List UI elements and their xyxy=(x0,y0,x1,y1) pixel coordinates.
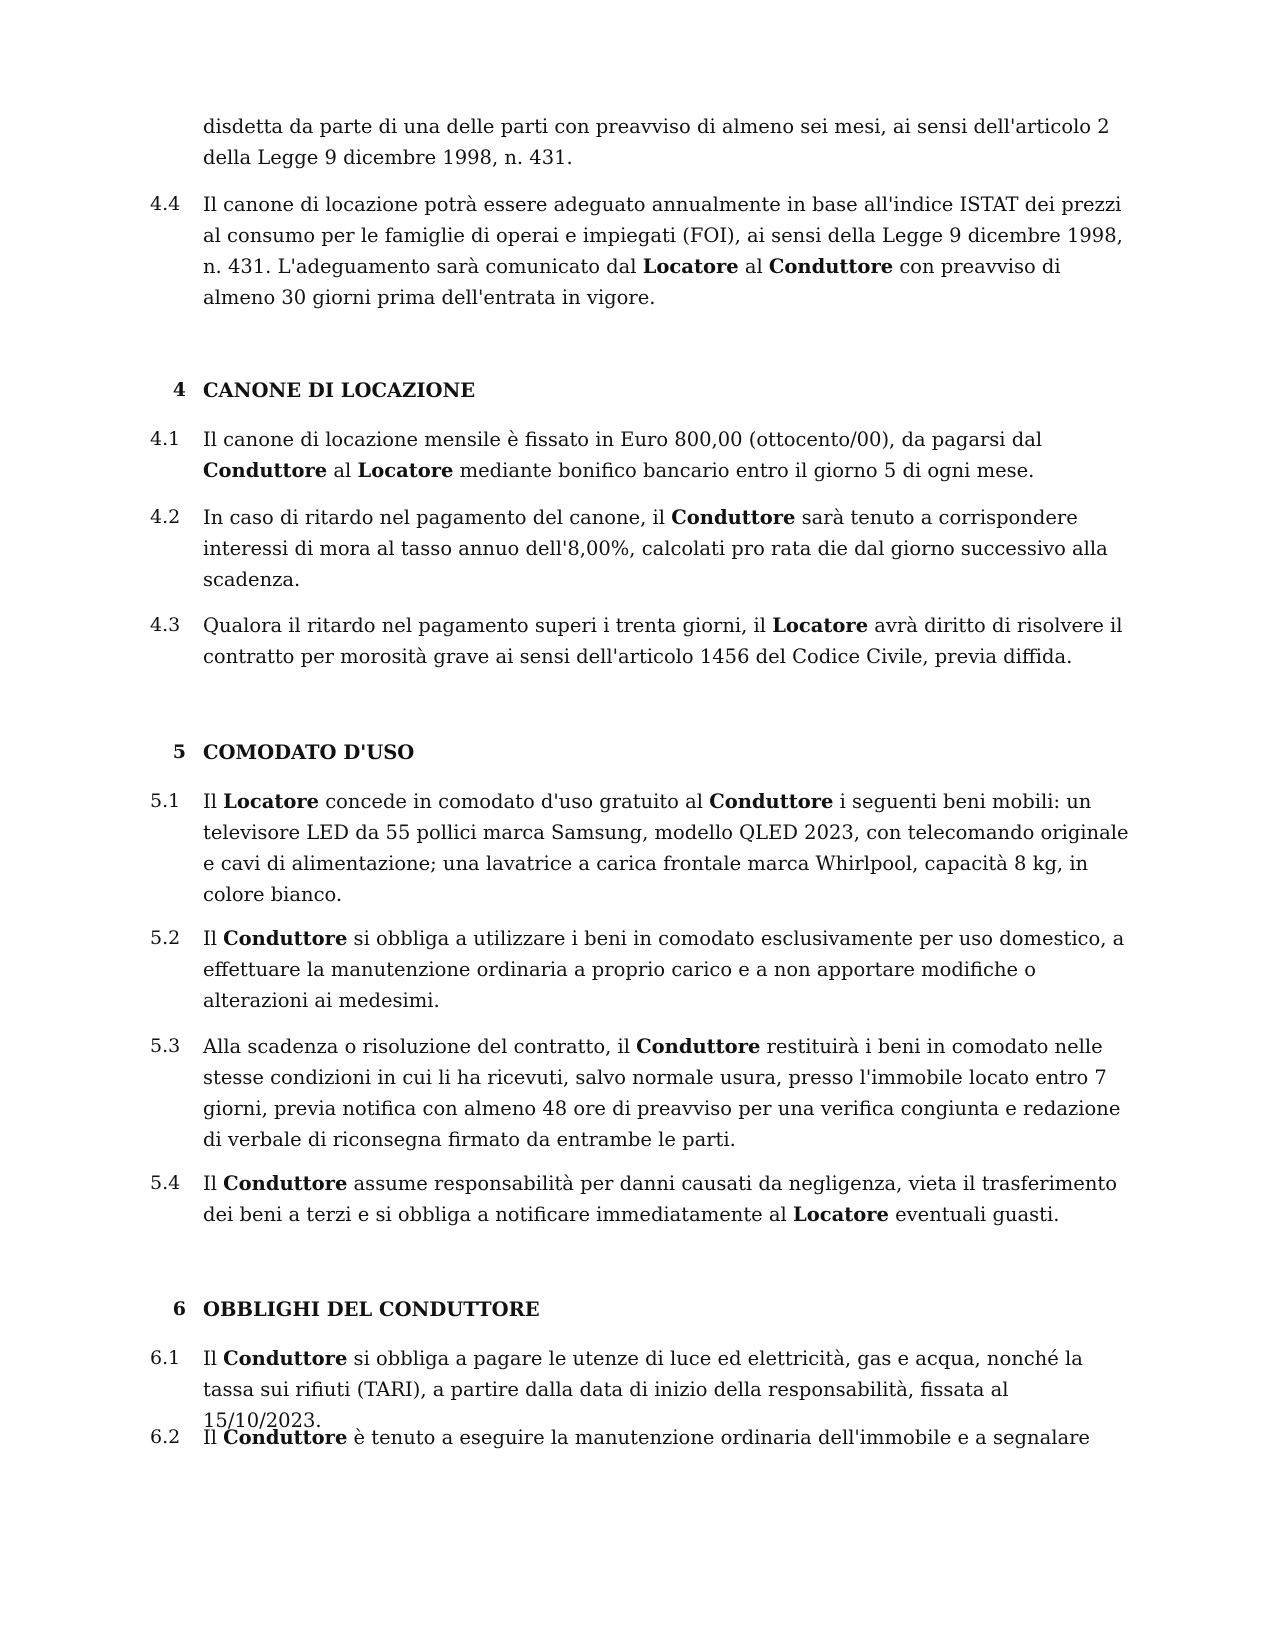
clause-4-4 xyxy=(150,189,1130,313)
section-title: OBBLIGHI DEL CONDUTTORE xyxy=(203,1298,540,1321)
clause-5-2 xyxy=(150,923,1130,1016)
clause-4-2 xyxy=(150,502,1130,595)
clause-number: 5.2 xyxy=(150,927,181,949)
party-name: Conduttore xyxy=(636,1035,761,1058)
party-name: Locatore xyxy=(223,790,320,813)
clause-4-1 xyxy=(150,424,1130,486)
clause-number: 5.3 xyxy=(150,1035,181,1057)
party-name: Conduttore xyxy=(203,459,328,482)
clause-5-1 xyxy=(150,786,1130,910)
clause-number: 5.1 xyxy=(150,790,181,812)
clause-5-4 xyxy=(150,1168,1130,1230)
clause-text: Alla scadenza o risoluzione del contratto, il Conduttore restituirà i beni in comodato nelle stesse condizioni in cui li ha ricevuti, salvo normale usura, presso l'immobile locato entro 7 giorni, previa notifica con almeno 48 ore di preavviso per una verifica congiunta e redazione di verbale di riconsegna firmato da entrambe le parti. xyxy=(203,1035,1121,1151)
section-5-heading xyxy=(150,737,1130,768)
party-name: Locatore xyxy=(772,614,869,637)
clause-5-3 xyxy=(150,1031,1130,1155)
section-4-heading xyxy=(150,375,1130,406)
clause-text: disdetta da parte di una delle parti con preavviso di almeno sei mesi, ai sensi dell'articolo 2 della Legge 9 dicembre 1998, n. 431. xyxy=(203,115,1110,169)
clause-6-2 xyxy=(150,1422,1130,1453)
party-name: Conduttore xyxy=(709,790,834,813)
clause-text: Qualora il ritardo nel pagamento superi i trenta giorni, il Locatore avrà diritto di risolvere il contratto per morosità grave ai sensi dell'articolo 1456 del Codice Civile, previa diffida. xyxy=(203,614,1123,668)
clause-number: 4.1 xyxy=(150,428,181,450)
party-name: Conduttore xyxy=(223,1426,348,1449)
clause-text: Il canone di locazione potrà essere adeguato annualmente in base all'indice ISTAT dei prezzi al consumo per le famiglie di operai e impiegati (FOI), ai sensi della Legge 9 dicembre 1998, n. 431. L'adeguamento sarà comunicato dal Locatore al Conduttore con preavviso di almeno 30 giorni prima dell'entrata in vigore. xyxy=(203,193,1123,309)
party-name: Locatore xyxy=(792,1203,889,1226)
clause-continuation xyxy=(150,111,1130,173)
clause-text: Il Conduttore è tenuto a eseguire la manutenzione ordinaria dell'immobile e a segnalare xyxy=(203,1426,1090,1449)
clause-text: Il Conduttore si obbliga a utilizzare i beni in comodato esclusivamente per uso domestico, a effettuare la manutenzione ordinaria a proprio carico e a non apportare modifiche o alterazioni ai medesimi. xyxy=(203,927,1125,1012)
clause-number: 4.4 xyxy=(150,193,181,215)
clause-text: In caso di ritardo nel pagamento del canone, il Conduttore sarà tenuto a corrispondere interessi di mora al tasso annuo dell'8,00%, calcolati pro rata die dal giorno successivo alla scadenza. xyxy=(203,506,1108,591)
party-name: Conduttore xyxy=(223,927,348,950)
clause-number: 4.2 xyxy=(150,506,181,528)
clause-text: Il Locatore concede in comodato d'uso gratuito al Conduttore i seguenti beni mobili: un televisore LED da 55 pollici marca Samsung, modello QLED 2023, con telecomando originale e cavi di alimentazione; una lavatrice a carica frontale marca Whirlpool, capacità 8 kg, in colore bianco. xyxy=(203,790,1129,906)
section-number: 5 xyxy=(172,741,186,763)
section-title: COMODATO D'USO xyxy=(203,741,415,764)
clause-text: Il Conduttore assume responsabilità per danni causati da negligenza, vieta il trasferimento dei beni a terzi e si obbliga a notificare immediatamente al Locatore eventuali guasti. xyxy=(203,1172,1117,1226)
party-name: Locatore xyxy=(357,459,454,482)
party-name: Conduttore xyxy=(223,1347,348,1370)
clause-text: Il canone di locazione mensile è fissato in Euro 800,00 (ottocento/00), da pagarsi dal Conduttore al Locatore mediante bonifico bancario entro il giorno 5 di ogni mese. xyxy=(203,428,1043,482)
party-name: Conduttore xyxy=(671,506,796,529)
clause-number: 4.3 xyxy=(150,614,181,636)
section-title: CANONE DI LOCAZIONE xyxy=(203,379,476,402)
clause-number: 6.1 xyxy=(150,1347,181,1369)
section-number: 4 xyxy=(172,379,186,401)
section-number: 6 xyxy=(172,1298,186,1320)
clause-4-3 xyxy=(150,610,1130,672)
clause-text: Il Conduttore si obbliga a pagare le utenze di luce ed elettricità, gas e acqua, nonché la tassa sui rifiuti (TARI), a partire dalla data di inizio della responsabilità, fissata al 15/10/2023. xyxy=(203,1347,1083,1432)
party-name: Conduttore xyxy=(768,255,894,278)
clause-number: 5.4 xyxy=(150,1172,181,1194)
section-6-heading xyxy=(150,1294,1130,1325)
party-name: Locatore xyxy=(642,255,739,278)
clause-number: 6.2 xyxy=(150,1426,181,1448)
party-name: Conduttore xyxy=(223,1172,348,1195)
